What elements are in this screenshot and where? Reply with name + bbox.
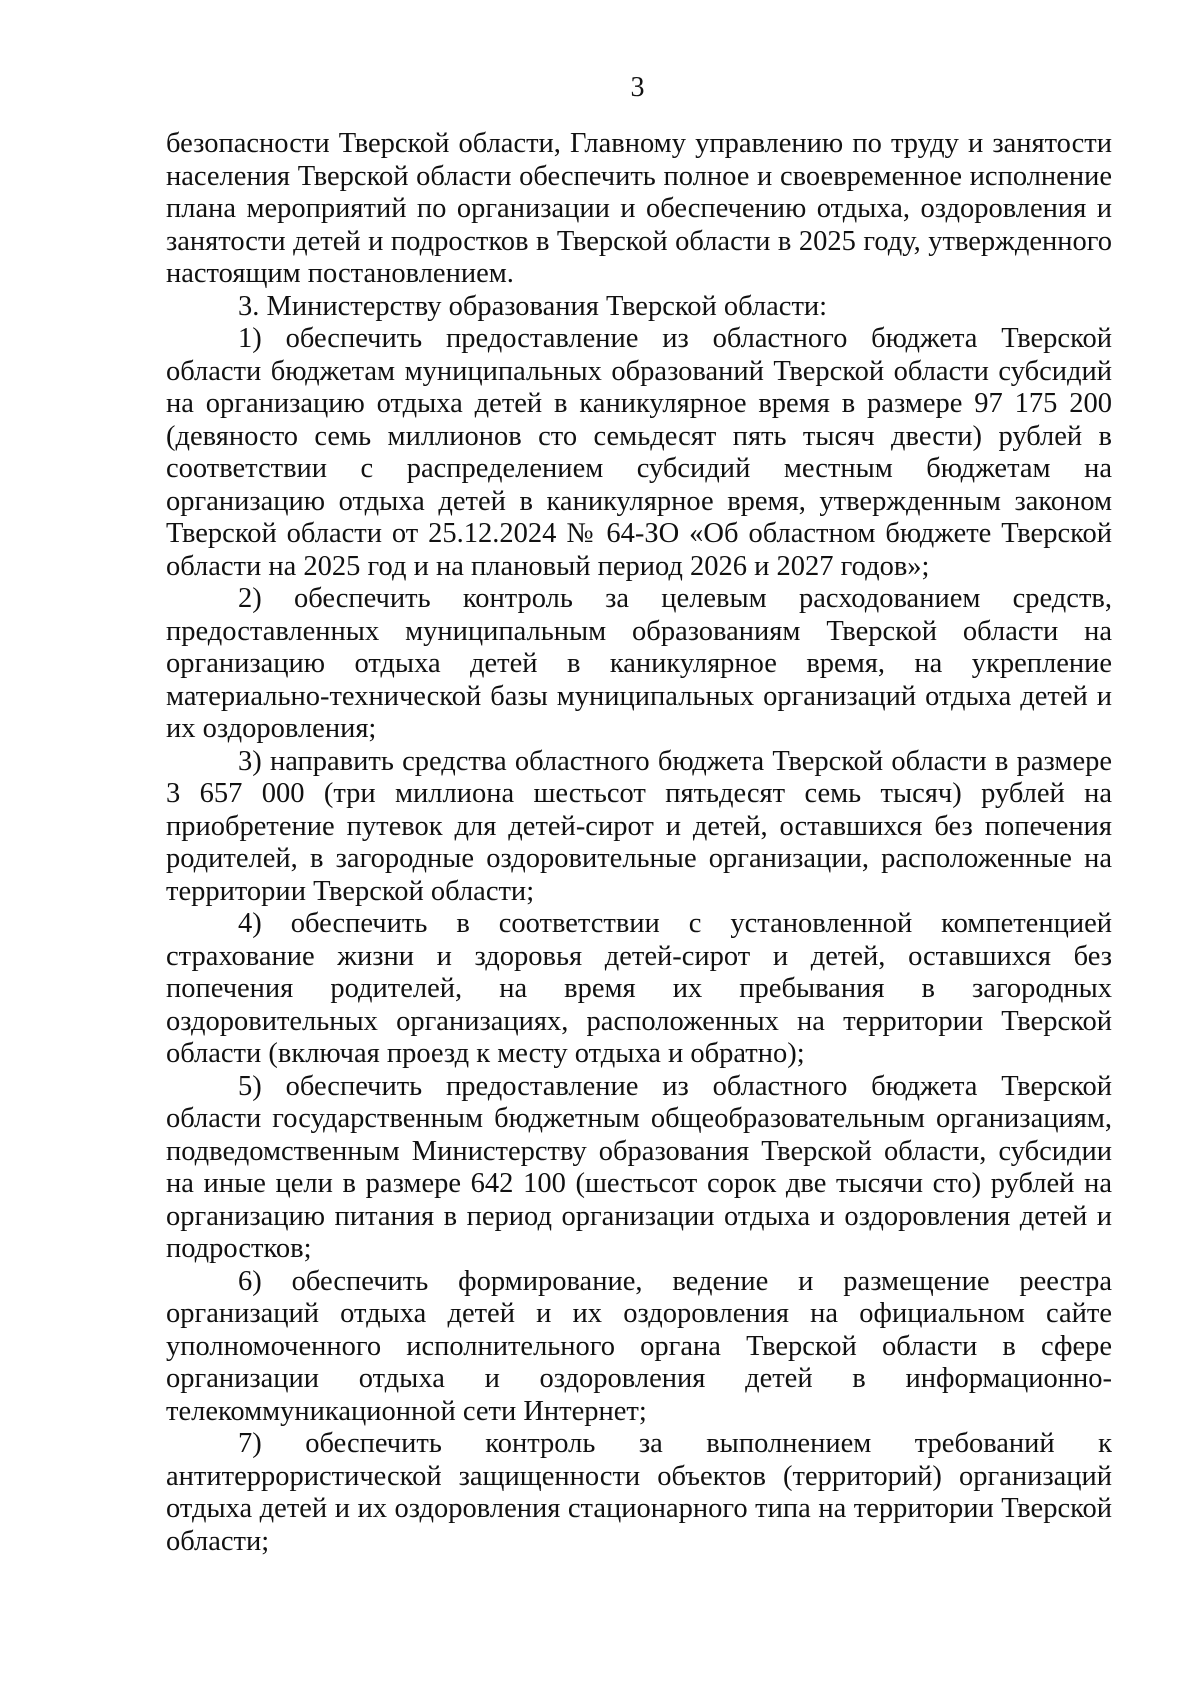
paragraph-item-5: 5) обеспечить предоставление из областного бюджета Тверской области государственным бюджетным общеобразовательным организациям, подведомственным Министерству образования Тверской области, субсидии на иные цели в размере 642 100 (шестьсот сорок две тысячи сто) рублей на организацию питания в период организации отдыха и оздоровления детей и подростков; <box>166 1070 1112 1264</box>
document-body <box>166 128 1112 1558</box>
paragraph-item-7: 7) обеспечить контроль за выполнением требований к антитеррористической защищенности объектов (территорий) организаций отдыха детей и их оздоровления стационарного типа на территории Тверской области; <box>166 1428 1112 1557</box>
page-number: 3 <box>630 72 645 103</box>
paragraph-continuation: безопасности Тверской области, Главному управлению по труду и занятости населения Тверской области обеспечить полное и своевременное исполнение плана мероприятий по организации и обеспечению отдыха, оздоровления и занятости детей и подростков в Тверской области в 2025 году, утвержденного настоящим постановлением. <box>166 128 1112 289</box>
paragraph-item-2: 2) обеспечить контроль за целевым расходованием средств, предоставленных муниципальным образованиям Тверской области на организацию отдыха детей в каникулярное время, на укрепление материально-технической базы муниципальных организаций отдыха детей и их оздоровления; <box>166 583 1112 744</box>
paragraph-item-4: 4) обеспечить в соответствии с установленной компетенцией страхование жизни и здоровья детей-сирот и детей, оставшихся без попечения родителей, на время их пребывания в загородных оздоровительных организациях, расположенных на территории Тверской области (включая проезд к месту отдыха и обратно); <box>166 908 1112 1069</box>
paragraph-item-3: 3) направить средства областного бюджета Тверской области в размере 3 657 000 (три миллиона шестьсот пятьдесят семь тысяч) рублей на приобретение путевок для детей-сирот и детей, оставшихся без попечения родителей, в загородные оздоровительные организации, расположенные на территории Тверской области; <box>166 745 1112 907</box>
paragraph-item-1: 1) обеспечить предоставление из областного бюджета Тверской области бюджетам муниципальных образований Тверской области субсидий на организацию отдыха детей в каникулярное время в размере 97 175 200 (девяносто семь миллионов сто семьдесят пять тысяч двести) рублей в соответствии с распределением субсидий местным бюджетам на организацию отдыха детей в каникулярное время, утвержденным законом Тверской области от 25.12.2024 № 64-ЗО «Об областном бюджете Тверской области на 2025 год и на плановый период 2026 и 2027 годов»; <box>166 323 1112 582</box>
paragraph-item-6: 6) обеспечить формирование, ведение и размещение реестра организаций отдыха детей и их оздоровления на официальном сайте уполномоченного исполнительного органа Тверской области в сфере организации отдыха и оздоровления детей в информационно-телекоммуникационной сети Интернет; <box>166 1265 1112 1427</box>
paragraph-section-3-heading: 3. Министерству образования Тверской области: <box>238 290 828 322</box>
